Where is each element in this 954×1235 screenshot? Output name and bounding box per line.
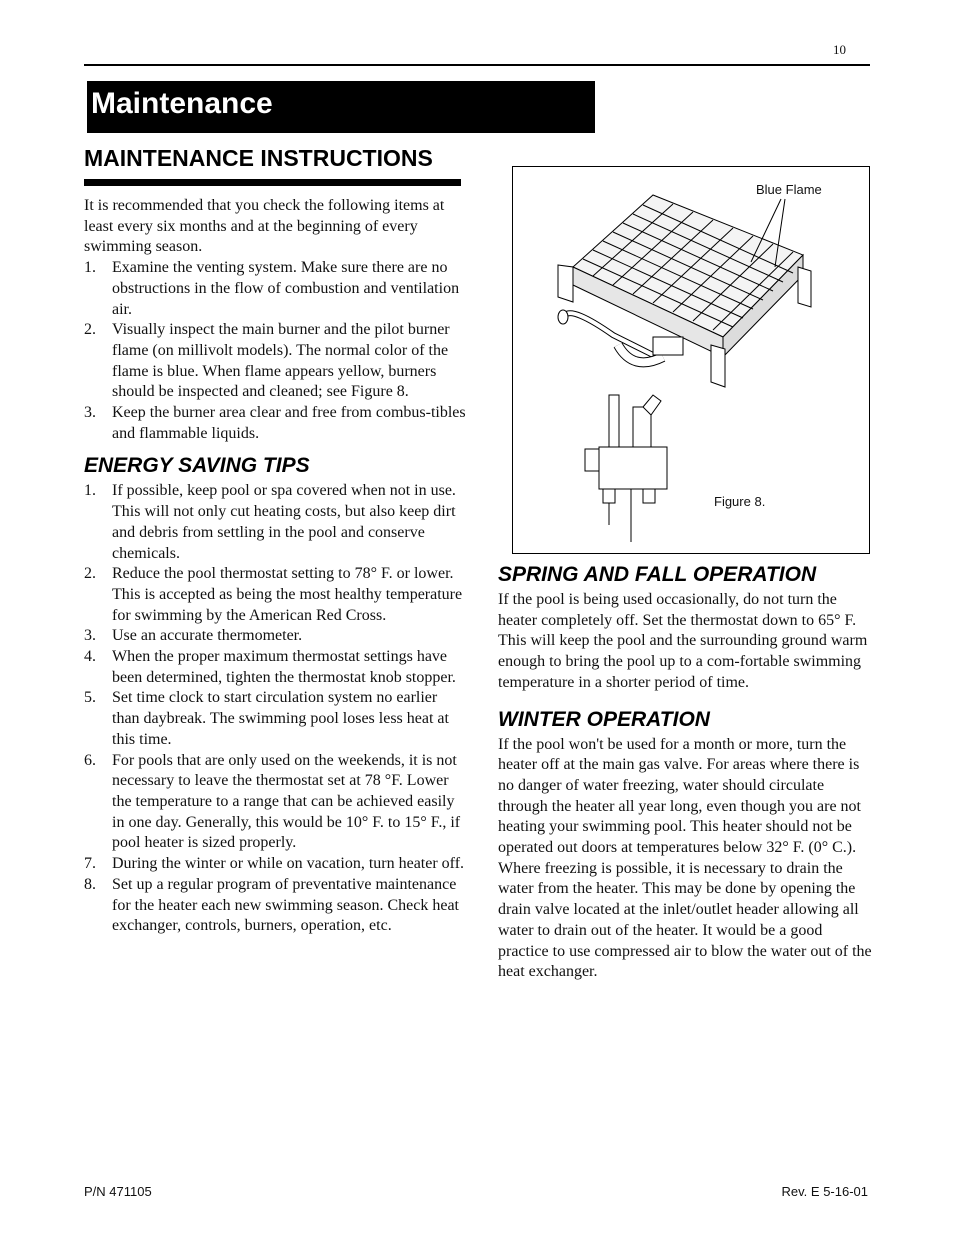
- title-underline: [84, 179, 461, 186]
- list-item: [84, 751, 466, 855]
- item-text: Set time clock to start circulation system no earlier than daybreak. The swimming pool loses less heat at this time.: [112, 689, 449, 748]
- figure-8: [512, 166, 870, 554]
- item-text: For pools that are only used on the weekends, it is not necessary to leave the thermostat set at 78 °F. Lower the temperature to a range that can be achieved easily in one day. Generally, this would be 10° F. to 15° F., if pool heater is sized properly.: [112, 751, 461, 852]
- list-item: [84, 854, 466, 875]
- item-number: 8.: [84, 875, 96, 893]
- list-item: [84, 320, 466, 403]
- item-number: 2.: [84, 565, 96, 583]
- right-column: [498, 563, 872, 983]
- item-number: 1.: [84, 482, 96, 500]
- list-item: [84, 403, 466, 444]
- list-item: [84, 875, 466, 937]
- item-number: 3.: [84, 404, 96, 422]
- spring-fall-heading: SPRING AND FALL OPERATION: [498, 563, 817, 586]
- item-number: 1.: [84, 259, 96, 277]
- top-rule: [84, 64, 870, 66]
- burner-illustration: [513, 167, 869, 553]
- blue-flame-label: Blue Flame: [756, 182, 822, 197]
- spring-fall-paragraph: If the pool is being used occasionally, do not turn the heater completely off. Set the thermostat down to 65° F. This will keep the pool and the surrounding ground warm enough to bring the pool up to a com-fortable swimming temperature in a shorter period of time.: [498, 591, 868, 691]
- list-item: [84, 647, 466, 688]
- item-text: Examine the venting system. Make sure there are no obstructions in the flow of combustion and ventilation air.: [112, 259, 460, 318]
- energy-tips-heading: ENERGY SAVING TIPS: [84, 454, 310, 478]
- section-title: MAINTENANCE INSTRUCTIONS: [84, 145, 433, 171]
- intro-paragraph: It is recommended that you check the following items at least every six months and at the beginning of every swimming season.: [84, 197, 445, 256]
- list-item: [84, 258, 466, 320]
- winter-paragraph: If the pool won't be used for a month or more, turn the heater off at the main gas valve. For areas where there is no danger of water freezing, water should circulate through the heater all year long, even though you are not heating your swimming pool. This heater should not be operated out doors at temperatures below 32° F. (0° C.). Where freezing is possible, it is necessary to drain the water from the heater. This may be done by opening the drain valve located at the inlet/outlet header allowing all water to drain out of the heater. It would be a good practice to use compressed air to blow the water out of the heat exchanger.: [498, 735, 872, 981]
- list-item: [84, 688, 466, 750]
- maintenance-list: [84, 258, 466, 444]
- energy-tips-list: [84, 481, 466, 936]
- revision: Rev. E 5-16-01: [781, 1184, 868, 1199]
- item-text: When the proper maximum thermostat settings have been determined, tighten the thermostat knob stopper.: [112, 648, 456, 686]
- page-number: 10: [833, 42, 846, 57]
- section-banner: [87, 81, 595, 133]
- list-item: [84, 564, 466, 626]
- item-number: 4.: [84, 648, 96, 666]
- winter-heading: WINTER OPERATION: [498, 707, 710, 731]
- item-text: Visually inspect the main burner and the pilot burner flame (on millivolt models). The normal color of the flame is blue. When flame appears yellow, burners should be inspected and cleaned; see Figure 8.: [112, 321, 450, 401]
- item-number: 2.: [84, 321, 96, 339]
- item-text: Keep the burner area clear and free from combus-tibles and flammable liquids.: [112, 404, 466, 442]
- item-number: 7.: [84, 855, 96, 873]
- item-number: 5.: [84, 689, 96, 707]
- item-number: 6.: [84, 751, 96, 769]
- item-text: Set up a regular program of preventative maintenance for the heater each new swimming season. Check heat exchanger, controls, burners, operation, etc.: [112, 875, 459, 935]
- figure-caption: Figure 8.: [714, 494, 766, 509]
- item-text: If possible, keep pool or spa covered when not in use. This will not only cut heating costs, but also keep dirt and debris from settling in the pool and conserve chemicals.: [112, 482, 456, 562]
- banner-title: Maintenance: [91, 87, 273, 120]
- item-number: 3.: [84, 627, 96, 645]
- list-item: [84, 626, 466, 647]
- part-number: P/N 471105: [84, 1184, 152, 1199]
- left-column: [84, 196, 466, 937]
- item-text: Use an accurate thermometer.: [112, 627, 303, 645]
- list-item: [84, 481, 466, 564]
- item-text: During the winter or while on vacation, turn heater off.: [112, 855, 465, 873]
- item-text: Reduce the pool thermostat setting to 78° F. or lower. This is accepted as being the most healthy temperature for swimming by the American Red Cross.: [112, 565, 463, 624]
